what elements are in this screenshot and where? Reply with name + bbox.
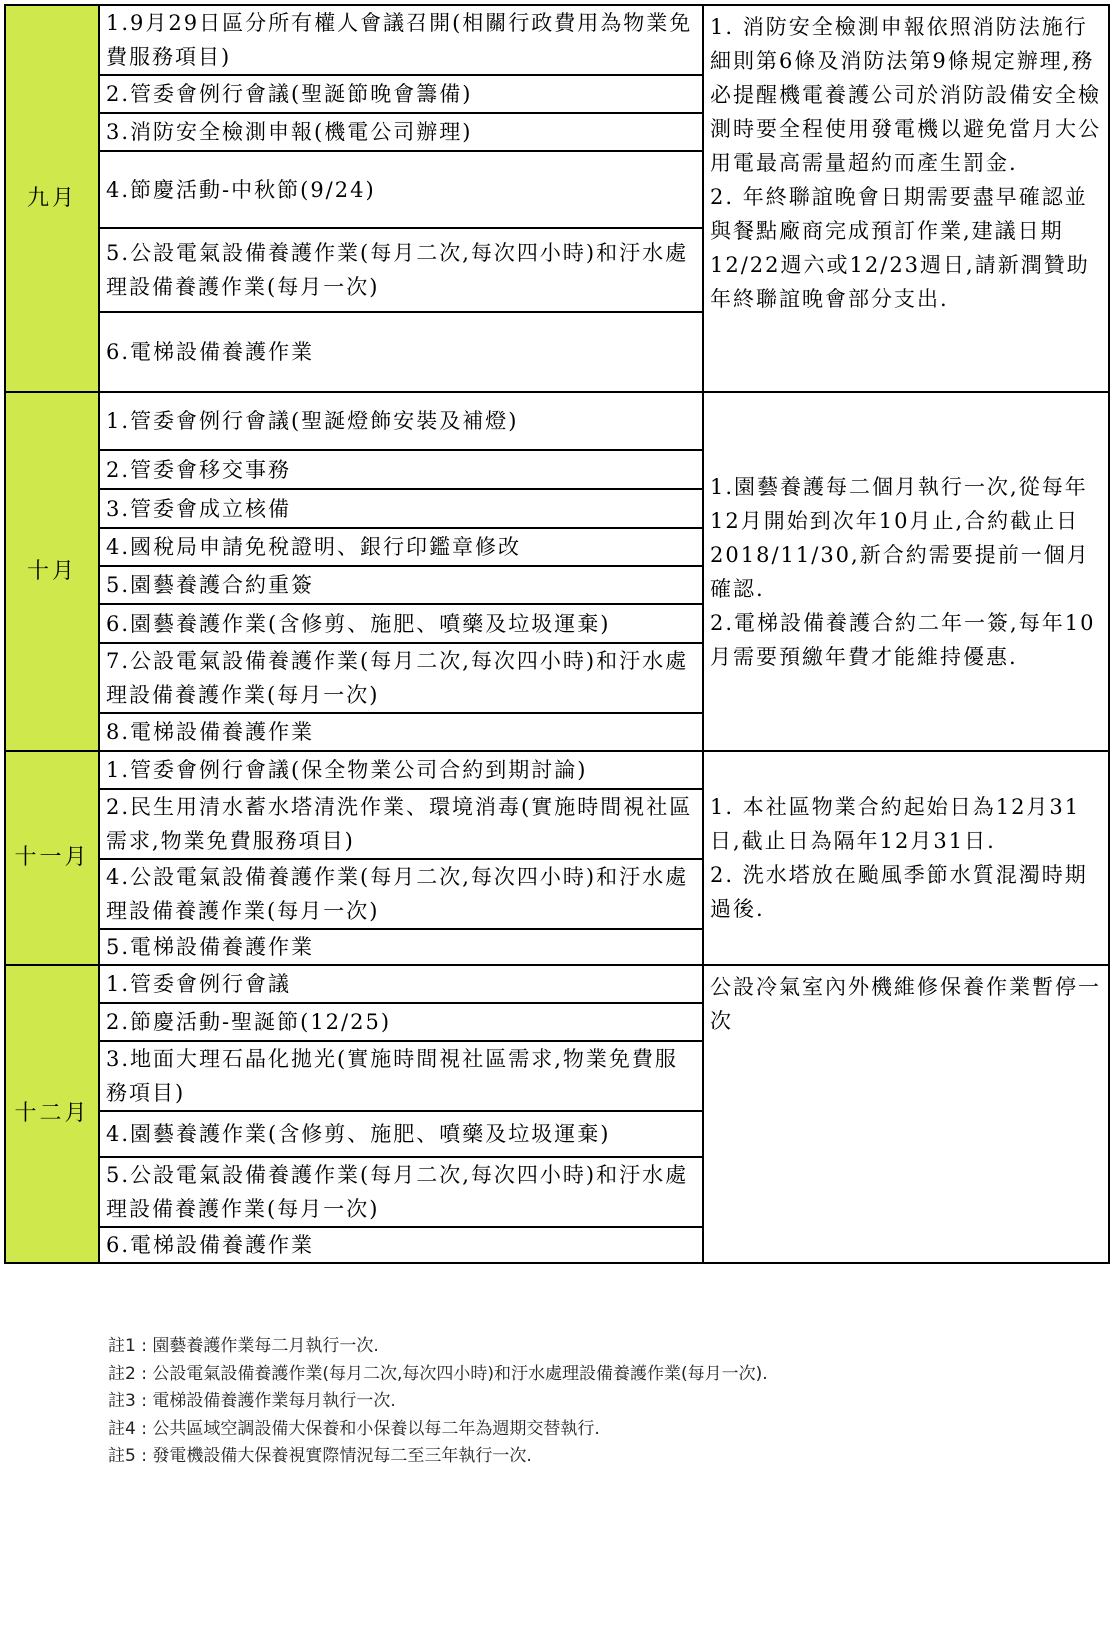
note-text: 2. 年終聯誼晚會日期需要盡早確認並與餐點廠商完成預訂作業,建議日期12/22週六或12/23週日,請新潤贊助年終聯誼晚會部分支出. bbox=[710, 185, 1090, 311]
month-label-dec: 十二月 bbox=[5, 965, 99, 1263]
note-text: 1. 本社區物業合約起始日為12月31日,截止日為隔年12月31日. bbox=[710, 795, 1081, 853]
month-notes-sep bbox=[703, 5, 1109, 392]
footnote-5: 註5 : 發電機設備大保養視實際情況每二至三年執行一次. bbox=[108, 1446, 532, 1466]
table-row bbox=[5, 751, 1109, 789]
task-item: 4.節慶活動-中秋節(9/24) bbox=[99, 151, 703, 228]
footnote-1: 註1 : 園藝養護作業每二月執行一次. bbox=[108, 1336, 379, 1356]
task-item: 8.電梯設備養護作業 bbox=[99, 713, 703, 751]
task-item: 1.管委會例行會議 bbox=[99, 965, 703, 1003]
task-item: 1.9月29日區分所有權人會議召開(相關行政費用為物業免費服務項目) bbox=[99, 5, 703, 75]
note-text: 2.電梯設備養護合約二年一簽,每年10月需要預繳年費才能維持優惠. bbox=[710, 610, 1096, 669]
task-item: 2.節慶活動-聖誕節(12/25) bbox=[99, 1003, 703, 1041]
task-item: 2.民生用清水蓄水塔清洗作業、環境消毒(實施時間視社區需求,物業免費服務項目) bbox=[99, 789, 703, 859]
task-item: 4.園藝養護作業(含修剪、施肥、噴藥及垃圾運棄) bbox=[99, 1111, 703, 1157]
note-text: 1.園藝養護每二個月執行一次,從每年12月開始到次年10月止,合約截止日2018/11/30,新合約需要提前一個月確認. bbox=[710, 474, 1090, 601]
task-item: 5.園藝養護合約重簽 bbox=[99, 566, 703, 604]
footnote-2: 註2 : 公設電氣設備養護作業(每月二次,每次四小時)和汙水處理設備養護作業(每月一次). bbox=[108, 1363, 768, 1384]
task-item: 4.公設電氣設備養護作業(每月二次,每次四小時)和汙水處理設備養護作業(每月一次) bbox=[99, 859, 703, 929]
note-text: 公設冷氣室內外機維修保養作業暫停一次 bbox=[710, 975, 1101, 1033]
task-item: 3.管委會成立核備 bbox=[99, 489, 703, 528]
month-label-nov: 十一月 bbox=[5, 751, 99, 965]
month-notes-oct bbox=[703, 392, 1109, 751]
task-item: 5.公設電氣設備養護作業(每月二次,每次四小時)和汙水處理設備養護作業(每月一次) bbox=[99, 1157, 703, 1227]
task-item: 2.管委會例行會議(聖誕節晚會籌備) bbox=[99, 75, 703, 113]
schedule-table bbox=[4, 4, 1110, 1264]
task-item: 5.公設電氣設備養護作業(每月二次,每次四小時)和汙水處理設備養護作業(每月一次) bbox=[99, 228, 703, 312]
task-item: 3.地面大理石晶化拋光(實施時間視社區需求,物業免費服務項目) bbox=[99, 1041, 703, 1111]
table-row bbox=[5, 5, 1109, 75]
task-item: 3.消防安全檢測申報(機電公司辦理) bbox=[99, 113, 703, 151]
task-item: 6.園藝養護作業(含修剪、施肥、噴藥及垃圾運棄) bbox=[99, 604, 703, 643]
month-label-oct: 十月 bbox=[5, 392, 99, 751]
month-label-sep: 九月 bbox=[5, 5, 99, 392]
month-notes-nov bbox=[703, 751, 1109, 965]
note-text: 1. 消防安全檢測申報依照消防法施行細則第6條及消防法第9條規定辦理,務必提醒機電養護公司於消防設備安全檢測時要全程使用發電機以避免當月大公用電最高需量超約而產生罰金. bbox=[710, 15, 1101, 175]
table-row bbox=[5, 392, 1109, 450]
table-row bbox=[5, 965, 1109, 1003]
footnote-3: 註3 : 電梯設備養護作業每月執行一次. bbox=[108, 1391, 396, 1411]
task-item: 6.電梯設備養護作業 bbox=[99, 312, 703, 392]
task-item: 4.國稅局申請免稅證明、銀行印鑑章修改 bbox=[99, 528, 703, 566]
task-item: 1.管委會例行會議(保全物業公司合約到期討論) bbox=[99, 751, 703, 789]
task-item: 5.電梯設備養護作業 bbox=[99, 929, 703, 965]
task-item: 7.公設電氣設備養護作業(每月二次,每次四小時)和汙水處理設備養護作業(每月一次) bbox=[99, 643, 703, 713]
task-item: 2.管委會移交事務 bbox=[99, 450, 703, 489]
month-notes-dec bbox=[703, 965, 1109, 1263]
task-item: 1.管委會例行會議(聖誕燈飾安裝及補燈) bbox=[99, 392, 703, 450]
footnote-4: 註4 : 公共區域空調設備大保養和小保養以每二年為週期交替執行. bbox=[108, 1418, 600, 1439]
note-text: 2. 洗水塔放在颱風季節水質混濁時期過後. bbox=[710, 863, 1088, 921]
footnotes bbox=[108, 1333, 768, 1471]
task-item: 6.電梯設備養護作業 bbox=[99, 1227, 703, 1263]
